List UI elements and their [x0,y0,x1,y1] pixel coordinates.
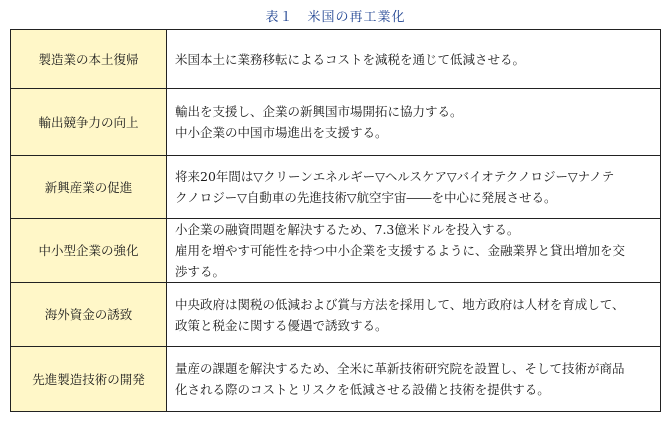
table-row [11,347,661,412]
description-line: クノロジー▽自動車の先進技術▽航空宇宙――を中心に発展させる。 [175,190,557,205]
policy-table [10,29,661,412]
row-description [167,347,661,412]
row-label: 輸出競争力の向上 [11,89,167,156]
table-caption: 表１ 米国の再工業化 [265,10,406,25]
row-label: 中小型企業の強化 [11,219,167,283]
table-row [11,219,661,283]
description-line: 将来20年間は▽クリーンエネルギー▽ヘルスケア▽バイオテクノロジー▽ナノテ [175,169,615,184]
row-description [167,89,661,156]
description-line: 渉する。 [175,264,226,279]
description-line: 量産の課題を解決するため、全米に革新技術研究院を設置し、そして技術が商品 [175,361,625,376]
row-label: 海外資金の誘致 [11,283,167,347]
row-description [167,156,661,219]
table-row [11,156,661,219]
description-line: 米国本土に業務移転によるコストを減税を通じて低減させる。 [175,51,526,67]
row-label: 新興産業の促進 [11,156,167,219]
row-label: 製造業の本土復帰 [11,30,167,89]
table-row [11,89,661,156]
description-line: 輸出を支援し、企業の新興国市場開拓に協力する。 [175,104,463,119]
description-line: 政策と税金に関する優遇で誘致する。 [175,317,388,333]
description-line: 雇用を増やす可能性を持つ中小企業を支援するように、金融業界と貸出増加を交 [175,243,626,258]
description-line: 小企業の融資問題を解決するため、7.3億米ドルを投入する。 [175,222,520,237]
row-description [167,283,661,347]
description-line: 化される際のコストとリスクを低減させる設備と技術を提供する。 [175,382,550,397]
row-description [167,219,661,283]
table-row [11,30,661,89]
table-row [11,283,661,347]
row-description [167,30,661,89]
row-label: 先進製造技術の開発 [11,347,167,412]
description-line: 中小企業の中国市場進出を支援する。 [175,125,388,140]
description-line: 中央政府は関税の低減および賞与方法を採用して、地方政府は人材を育成して、 [175,296,625,312]
